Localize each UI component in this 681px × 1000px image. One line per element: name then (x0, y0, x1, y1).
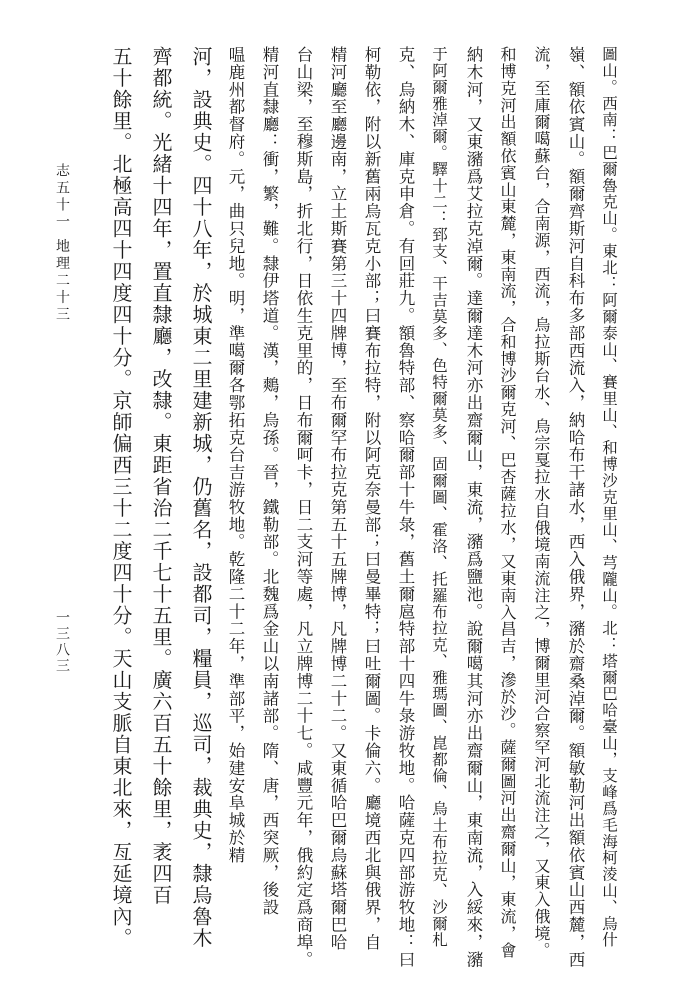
text-column-13: 河，設典史。四十八年，於城東二里建新城，仍舊名，設都司，糧員，巡司，裁典史，隸烏魯木 (189, 46, 213, 949)
text-column-14: 齊都統。光緒十四年，置直隸廳，改隸。東距省治二千七十五里。廣六百五十餘里，袤四百 (149, 46, 173, 906)
text-column-10: 台山梁，至穆斯島，折北行，日依生克里的，日布爾呵卡，日二支河等處，凡立牌博二十七。咸豐元年，俄約定爲商埠。 (294, 46, 313, 969)
text-column-7: 克、烏納木、庫克申倉。有回莊九。額魯特部、察哈爾部十牛彔，舊土爾扈特部十四牛彔游牧地。哈薩克四部游牧地：曰 (396, 46, 415, 969)
text-column-15: 五十餘里。北極高四十四度四十分。京師偏西三十二度四十分。天山支脈自東北來，亙延境內。 (109, 46, 133, 949)
text-column-11: 精河直隸廳：衝，繁，難。隸伊塔道。漢，鷞，烏孫。晉，鐵勒部。北魏爲金山以南諸部。隋、唐，西突厥，後設 (260, 46, 279, 916)
text-column-1: 圖山。西南：巴爾魯克山。東北：阿爾泰山、賽里山、和博沙克里山、芎隴山。北：塔爾巴哈臺山，支峰爲毛海柯淩山、烏什 (600, 46, 618, 948)
text-column-8: 柯勒依，附以新舊兩烏瓦克小部；曰賽布拉特，附以阿克奈曼部；曰曼畢特；曰吐爾圖。卡倫六。廳境西北與俄界，自 (362, 46, 381, 951)
text-column-5: 納木河，又東瀦爲艾拉克淖爾。達爾達木河亦出齋爾山，東流，瀦爲鹽池。說爾噶其河亦出齋爾山，東南流，入綏來，瀦 (464, 46, 483, 969)
text-column-3: 流，至庫爾噶蘇台，合南源，西流，烏拉斯台水、烏宗戛拉水自俄境南流注之，博爾里河合察罕河北流注之，又東入俄境。 (532, 46, 551, 959)
running-header: 志五十一 地理二十三 (54, 163, 70, 324)
text-column-12: 嗢鹿州都督府。元，曲只兒地。明，準噶爾各鄂拓克台吉游牧地。乾隆二十二年，準部平，始建安阜城於精 (226, 46, 245, 864)
text-column-4: 和博克河出額依賓山東麓，東南流，合和博沙爾克河、巴杏薩拉水，又東南入昌吉，滲於沙。薩爾圖河出齋爾山，東流，會 (498, 46, 517, 959)
text-column-2: 嶺、額依賓山。額爾齊斯河自科布多部西流入，納哈布干諸水，西入俄界，瀦於齋桑淖爾。額敏勒河出額依賓山西麓，西 (566, 46, 585, 969)
text-column-6: 于阿爾雅淖爾。驛十二：郅支、干吉莫多、色特爾莫多、固爾圖、霍洛、托羅布拉克、雅瑪圖、崑都倫、烏土布拉克、沙爾札 (430, 46, 448, 948)
page-number: 一三八三 (54, 610, 70, 674)
text-column-9: 精河廳至廳邊南，立土斯賽第三十四牌博，至布爾罕布拉克第五十五牌博，凡牌博二十二。又東循哈巴爾烏蘇塔爾巴哈 (328, 46, 347, 951)
